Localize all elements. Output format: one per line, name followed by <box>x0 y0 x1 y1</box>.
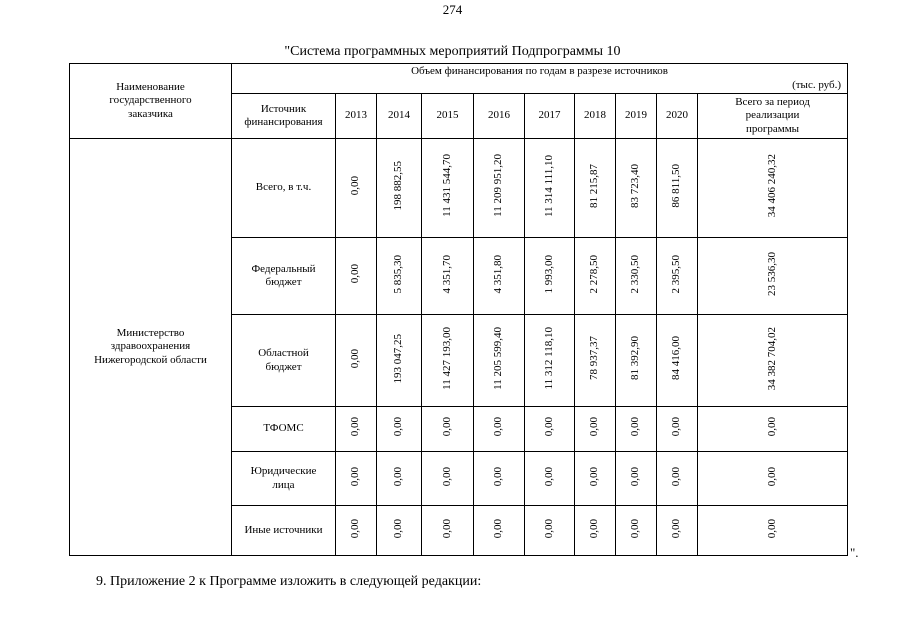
value-cell <box>474 238 525 315</box>
source-cell: Областной бюджет <box>232 315 336 407</box>
year-header: 2020 <box>657 94 698 139</box>
year-header: 2015 <box>422 94 474 139</box>
value-text: 0,00 <box>440 417 453 437</box>
value-cell <box>474 315 525 407</box>
value-cell <box>377 452 422 506</box>
value-cell <box>422 407 474 452</box>
value-text: 0,00 <box>588 518 601 539</box>
value-cell <box>474 452 525 506</box>
value-text: 2 278,50 <box>588 254 601 294</box>
value-text: 0,00 <box>670 417 683 437</box>
value-cell <box>657 139 698 238</box>
value-text: 0,00 <box>670 518 683 539</box>
value-text: 0,00 <box>492 466 505 487</box>
value-text: 11 205 599,40 <box>492 326 505 390</box>
volume-header: Объем финансирования по годам в разрезе источников <box>232 64 848 79</box>
value-cell <box>336 452 377 506</box>
value-cell <box>525 506 575 556</box>
value-cell <box>575 238 616 315</box>
value-text: 2 395,50 <box>670 254 683 294</box>
value-cell <box>616 315 657 407</box>
source-cell: Федеральный бюджет <box>232 238 336 315</box>
value-text: 0,00 <box>542 417 555 437</box>
value-cell <box>336 506 377 556</box>
value-text: 11 312 118,10 <box>542 327 555 390</box>
total-cell <box>698 315 848 407</box>
value-text: 0,00 <box>349 518 362 539</box>
value-cell <box>336 238 377 315</box>
value-cell <box>377 315 422 407</box>
value-cell <box>657 506 698 556</box>
value-text: 0,00 <box>349 176 362 196</box>
year-header: 2017 <box>525 94 575 139</box>
value-cell <box>657 315 698 407</box>
value-cell <box>474 407 525 452</box>
source-cell: ТФОМС <box>232 407 336 452</box>
value-cell <box>616 238 657 315</box>
value-text: 0,00 <box>629 466 642 487</box>
value-cell <box>422 238 474 315</box>
total-text: 0,00 <box>765 417 778 437</box>
value-text: 0,00 <box>440 518 453 539</box>
year-header: 2019 <box>616 94 657 139</box>
value-cell <box>377 407 422 452</box>
source-cell: Всего, в т.ч. <box>232 139 336 238</box>
value-cell <box>575 452 616 506</box>
source-header: Источник финансирования <box>232 94 336 139</box>
customer-name: Министерство здравоохранения Нижегородской области <box>70 139 232 556</box>
financing-table <box>69 63 848 556</box>
value-text: 4 351,80 <box>492 254 505 294</box>
value-text: 5 835,30 <box>392 254 405 294</box>
paragraph-text: 9. Приложение 2 к Программе изложить в следующей редакции: <box>96 574 482 589</box>
value-cell <box>377 139 422 238</box>
value-cell <box>525 407 575 452</box>
total-cell <box>698 139 848 238</box>
total-text: 23 536,30 <box>765 251 778 296</box>
source-cell: Иные источники <box>232 506 336 556</box>
value-text: 83 723,40 <box>629 163 642 208</box>
value-text: 0,00 <box>392 417 405 437</box>
value-cell <box>336 407 377 452</box>
value-text: 81 392,90 <box>629 336 642 381</box>
value-text: 0,00 <box>392 466 405 487</box>
units-label: (тыс. руб.) <box>232 79 848 94</box>
total-text: 34 406 240,32 <box>765 154 778 218</box>
value-cell <box>525 315 575 407</box>
value-cell <box>657 452 698 506</box>
value-cell <box>616 407 657 452</box>
value-text: 81 215,87 <box>588 163 601 208</box>
value-text: 0,00 <box>629 417 642 437</box>
value-text: 0,00 <box>392 518 405 539</box>
value-cell <box>525 139 575 238</box>
value-text: 11 209 951,20 <box>492 154 505 218</box>
table-row <box>70 139 848 238</box>
value-text: 0,00 <box>588 417 601 437</box>
value-text: 11 314 111,10 <box>542 154 555 217</box>
total-cell <box>698 238 848 315</box>
value-cell <box>336 139 377 238</box>
total-header: Всего за период реализации программы <box>698 94 848 139</box>
value-text: 0,00 <box>349 466 362 487</box>
value-cell <box>575 407 616 452</box>
value-text: 0,00 <box>492 417 505 437</box>
value-text: 4 351,70 <box>440 254 453 294</box>
value-cell <box>575 506 616 556</box>
value-cell <box>422 452 474 506</box>
value-text: 84 416,00 <box>670 336 683 381</box>
value-cell <box>657 407 698 452</box>
value-cell <box>616 506 657 556</box>
value-cell <box>657 238 698 315</box>
value-text: 0,00 <box>629 518 642 539</box>
year-header: 2014 <box>377 94 422 139</box>
value-cell <box>422 315 474 407</box>
year-header: 2018 <box>575 94 616 139</box>
value-cell <box>474 139 525 238</box>
value-cell <box>616 139 657 238</box>
value-text: 11 427 193,00 <box>440 326 453 390</box>
closing-quote: ". <box>850 545 859 560</box>
customer-header: Наименование государственного заказчика <box>70 64 232 139</box>
value-text: 0,00 <box>588 466 601 487</box>
value-text: 11 431 544,70 <box>440 154 453 218</box>
value-text: 0,00 <box>542 466 555 487</box>
value-cell <box>525 452 575 506</box>
value-cell <box>377 238 422 315</box>
value-cell <box>575 139 616 238</box>
page-number: 274 <box>442 2 463 17</box>
value-text: 1 993,00 <box>542 254 555 294</box>
value-text: 0,00 <box>670 466 683 487</box>
year-header: 2013 <box>336 94 377 139</box>
value-text: 193 047,25 <box>392 333 405 384</box>
total-cell <box>698 506 848 556</box>
value-cell <box>575 315 616 407</box>
value-cell <box>616 452 657 506</box>
value-text: 0,00 <box>349 264 362 284</box>
value-text: 0,00 <box>542 518 555 539</box>
value-cell <box>422 139 474 238</box>
value-text: 198 882,55 <box>392 161 405 211</box>
source-cell: Юридические лица <box>232 452 336 506</box>
total-text: 0,00 <box>765 466 778 487</box>
value-text: 0,00 <box>349 417 362 437</box>
value-cell <box>474 506 525 556</box>
value-text: 78 937,37 <box>588 336 601 381</box>
value-cell <box>422 506 474 556</box>
year-header: 2016 <box>474 94 525 139</box>
value-cell <box>525 238 575 315</box>
total-text: 34 382 704,02 <box>765 326 778 391</box>
value-cell <box>377 506 422 556</box>
total-text: 0,00 <box>765 518 778 539</box>
value-text: 0,00 <box>440 466 453 487</box>
value-text: 2 330,50 <box>629 254 642 294</box>
value-text: 0,00 <box>492 518 505 539</box>
total-cell <box>698 452 848 506</box>
value-text: 86 811,50 <box>670 164 683 208</box>
total-cell <box>698 407 848 452</box>
value-cell <box>336 315 377 407</box>
document-title: "Система программных мероприятий Подпрограммы 10 <box>284 44 621 59</box>
value-text: 0,00 <box>349 348 362 369</box>
